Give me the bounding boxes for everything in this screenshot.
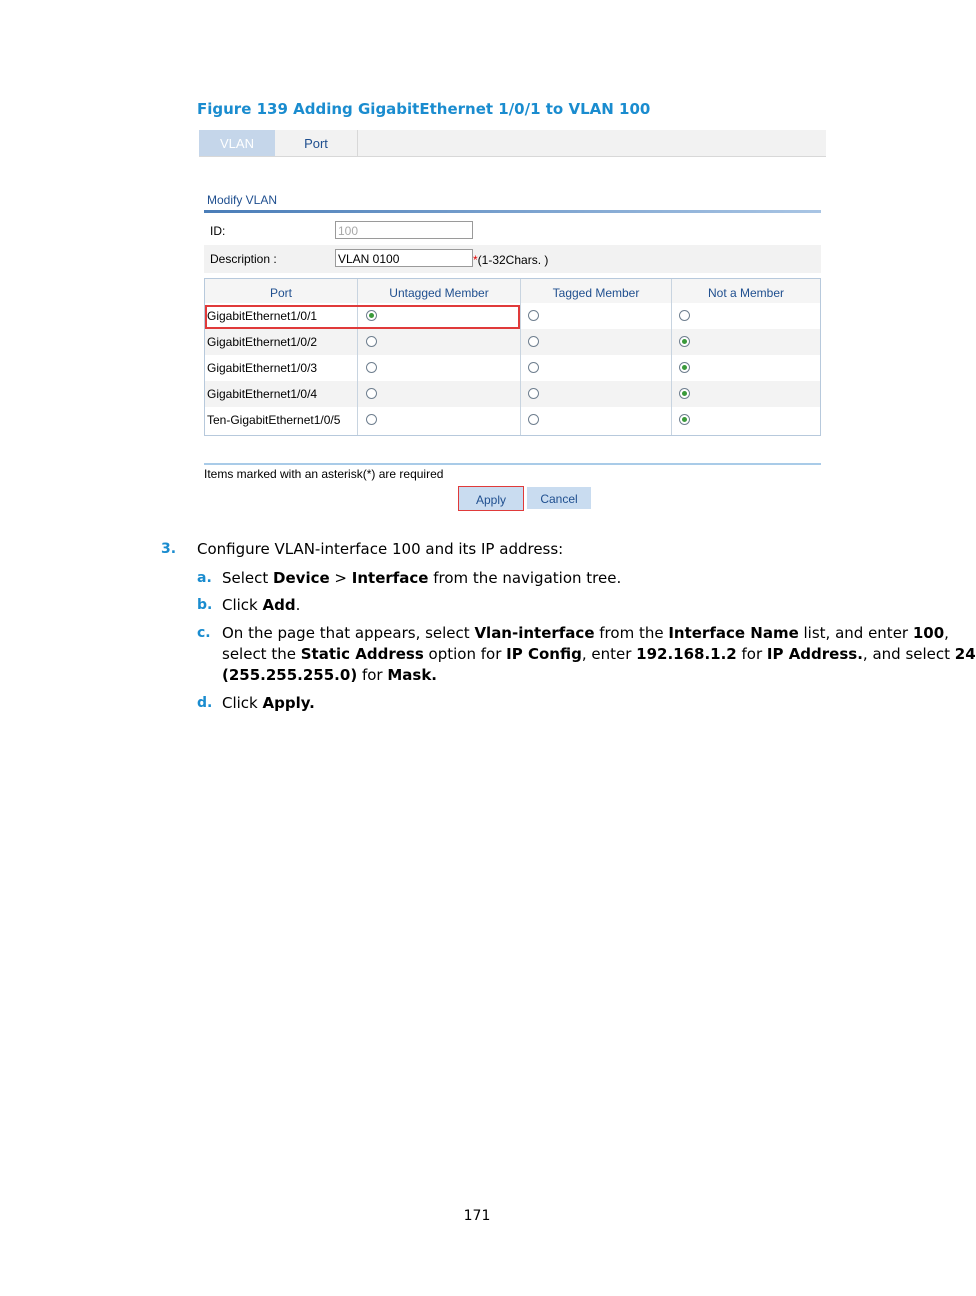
table-row: [205, 381, 820, 407]
bottom-divider: [204, 463, 821, 465]
description-length-hint: (1-32Chars. ): [477, 253, 549, 267]
step-text: Configure VLAN-interface 100 and its IP address:: [197, 540, 564, 558]
column-divider: [520, 279, 521, 435]
substep-c-line: On the page that appears, select Vlan-interface from the Interface Name list, and enter 100,: [222, 624, 949, 642]
substep-letter: c.: [197, 625, 211, 641]
radio-tagged[interactable]: [528, 414, 539, 425]
section-title: Modify VLAN: [207, 193, 278, 207]
description-label: Description :: [210, 252, 277, 266]
tab-port[interactable]: Port: [275, 130, 358, 156]
port-name: GigabitEthernet1/0/1: [207, 309, 318, 323]
radio-not-member[interactable]: [679, 388, 690, 399]
tab-bar: [199, 130, 826, 157]
id-label: ID:: [210, 224, 226, 238]
cancel-button[interactable]: Cancel: [527, 487, 591, 509]
port-name: GigabitEthernet1/0/2: [207, 335, 318, 349]
substep-letter: d.: [197, 695, 213, 711]
radio-not-member[interactable]: [679, 336, 690, 347]
radio-untagged[interactable]: [366, 310, 377, 321]
radio-tagged[interactable]: [528, 336, 539, 347]
page-number: 171: [463, 1208, 491, 1224]
step-number: 3.: [161, 541, 177, 557]
port-name: GigabitEthernet1/0/3: [207, 361, 318, 375]
radio-not-member[interactable]: [679, 414, 690, 425]
port-membership-table: [204, 278, 821, 436]
column-divider: [357, 279, 358, 435]
substep-b: Click Add.: [222, 596, 301, 614]
radio-tagged[interactable]: [528, 388, 539, 399]
id-field: 100: [335, 221, 473, 239]
substep-c: [222, 623, 976, 686]
apply-button[interactable]: Apply: [458, 486, 524, 511]
radio-untagged[interactable]: [366, 362, 377, 373]
radio-untagged[interactable]: [366, 414, 377, 425]
radio-untagged[interactable]: [366, 336, 377, 347]
table-row: [205, 303, 820, 329]
radio-tagged[interactable]: [528, 362, 539, 373]
radio-not-member[interactable]: [679, 310, 690, 321]
col-header-tagged: Tagged Member: [521, 279, 671, 303]
substep-c-line: (255.255.255.0) for Mask.: [222, 666, 438, 684]
tab-vlan[interactable]: VLAN: [199, 130, 275, 156]
table-row: [205, 329, 820, 355]
port-name: GigabitEthernet1/0/4: [207, 387, 318, 401]
substep-d: Click Apply.: [222, 694, 315, 712]
description-hint: [473, 253, 548, 267]
figure-caption: Figure 139 Adding GigabitEthernet 1/0/1 to VLAN 100: [197, 100, 651, 118]
table-row: [205, 355, 820, 381]
substep-letter: a.: [197, 570, 212, 586]
table-row: [205, 407, 820, 433]
description-field[interactable]: VLAN 0100: [335, 249, 473, 267]
substep-letter: b.: [197, 597, 213, 613]
required-asterisk: *: [473, 253, 478, 267]
section-divider: [204, 210, 821, 213]
port-name: Ten-GigabitEthernet1/0/5: [207, 413, 341, 427]
description-row: [204, 245, 821, 273]
radio-tagged[interactable]: [528, 310, 539, 321]
col-header-untagged: Untagged Member: [358, 279, 520, 303]
radio-not-member[interactable]: [679, 362, 690, 373]
substep-c-line: select the Static Address option for IP Config, enter 192.168.1.2 for IP Address., and select 24: [222, 645, 976, 663]
col-header-not-member: Not a Member: [672, 279, 820, 303]
column-divider: [671, 279, 672, 435]
id-row: [204, 217, 821, 245]
substep-a: Select Device > Interface from the navigation tree.: [222, 569, 622, 587]
radio-untagged[interactable]: [366, 388, 377, 399]
required-note: Items marked with an asterisk(*) are required: [204, 467, 444, 481]
col-header-port: Port: [205, 279, 357, 303]
